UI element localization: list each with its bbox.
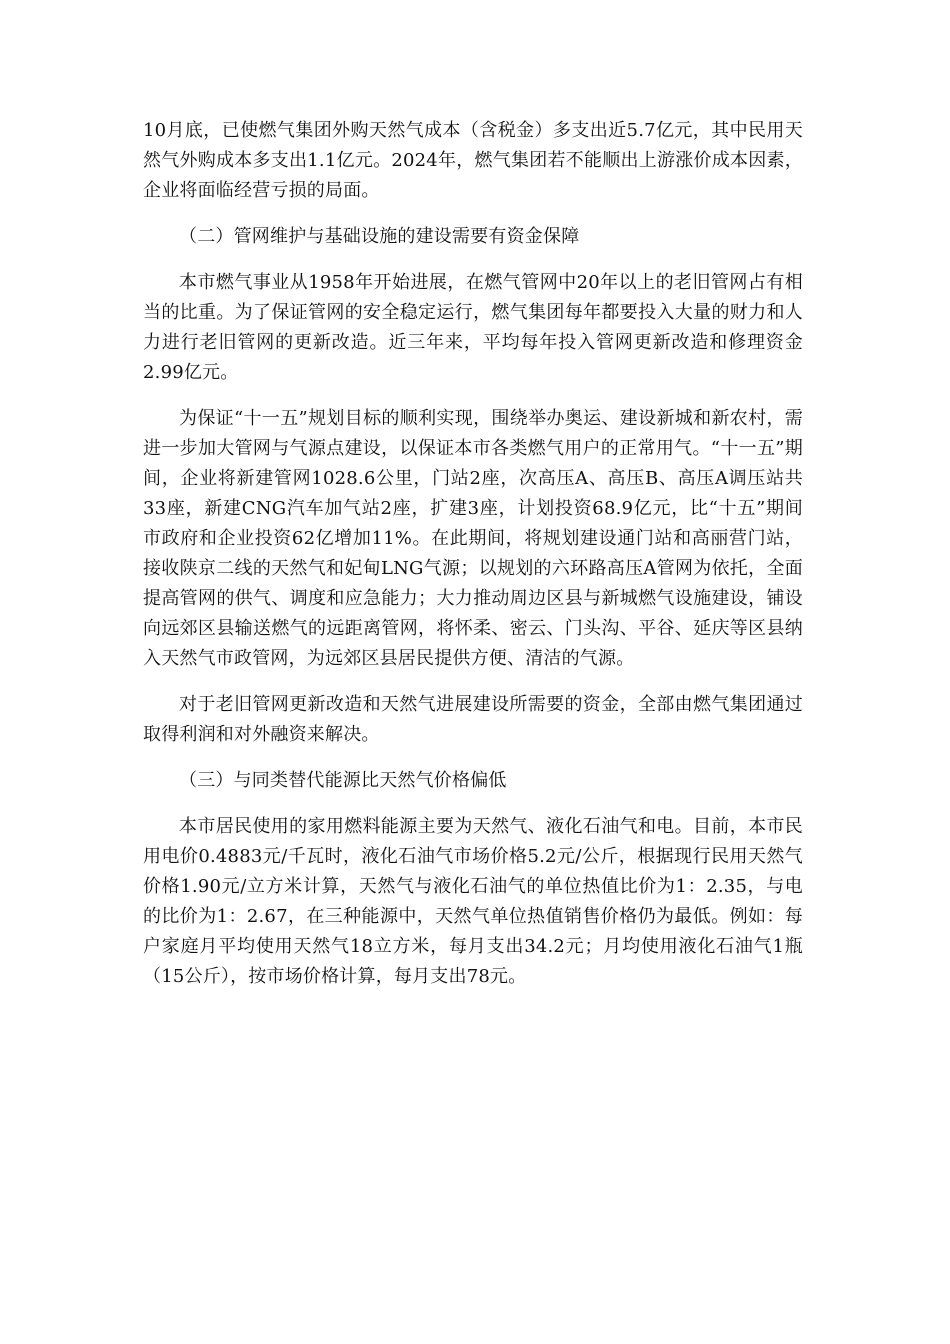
- paragraph-cost-overrun: 10月底，已使燃气集团外购天然气成本（含税金）多支出近5.7亿元，其中民用天然气外购成本多支出1.1亿元。2024年，燃气集团若不能顺出上游涨价成本因素，企业将面临经营亏损的局面。: [143, 120, 803, 201]
- document-body: [143, 116, 803, 1008]
- paragraph-old-pipeline: 本市燃气事业从1958年开始进展，在燃气管网中20年以上的老旧管网占有相当的比重。为了保证管网的安全稳定运行，燃气集团每年都要投入大量的财力和人力进行老旧管网的更新改造。近三年来，平均每年投入管网更新改造和修理资金2.99亿元。: [143, 272, 803, 383]
- paragraph-energy-prices: 本市居民使用的家用燃料能源主要为天然气、液化石油气和电。目前，本市民用电价0.4883元/千瓦时，液化石油气市场价格5.2元/公斤，根据现行民用天然气价格1.90元/立方米计算，天然气与液化石油气的单位热值比价为1：2.35，与电的比价为1：2.67，在三种能源中，天然气单位热值销售价格仍为最低。例如：每户家庭月平均使用天然气18立方米，每月支出34.2元；月均使用液化石油气1瓶（15公斤），按市场价格计算，每月支出78元。: [143, 816, 803, 987]
- section-heading-pipeline-funding: （二）管网维护与基础设施的建设需要有资金保障: [179, 226, 580, 247]
- paragraph-funding-source: 对于老旧管网更新改造和天然气进展建设所需要的资金，全部由燃气集团通过取得利润和对外融资来解决。: [143, 694, 803, 745]
- paragraph-five-year-plan: 为保证“十一五”规划目标的顺利实现，围绕举办奥运、建设新城和新农村，需进一步加大管网与气源点建设，以保证本市各类燃气用户的正常用气。“十一五”期间，企业将新建管网1028.6公里，门站2座，次高压A、高压B、高压A调压站共33座，新建CNG汽车加气站2座，扩建3座，计划投资68.9亿元，比“十五”期间市政府和企业投资62亿增加11%。在此期间，将规划建设通门站和高丽营门站，接收陕京二线的天然气和妃甸LNG气源；以规划的六环路高压A管网为依托，全面提高管网的供气、调度和应急能力；大力推动周边区县与新城燃气设施建设，铺设向远郊区县输送燃气的远距离管网，将怀柔、密云、门头沟、平谷、延庆等区县纳入天然气市政管网，为远郊区县居民提供方便、清洁的气源。: [143, 408, 803, 669]
- section-heading-price-comparison: （三）与同类替代能源比天然气价格偏低: [179, 770, 507, 791]
